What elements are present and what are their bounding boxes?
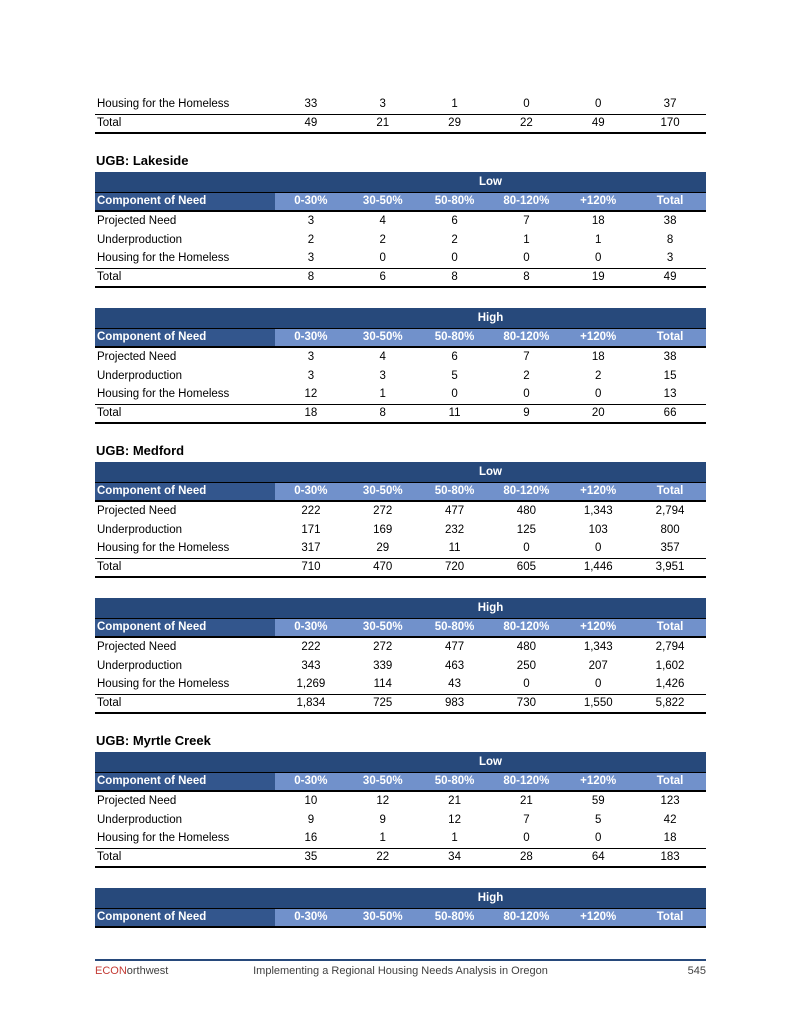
component-of-need-header: Component of Need bbox=[95, 908, 275, 927]
value-cell: 43 bbox=[448, 678, 461, 691]
column-header: 50-80% bbox=[419, 482, 491, 501]
value-cell: 13 bbox=[663, 388, 677, 401]
column-header: 0-30% bbox=[275, 618, 347, 637]
housing-need-table bbox=[95, 308, 706, 424]
column-header: 80-120% bbox=[490, 192, 562, 211]
value-cell: 29 bbox=[376, 542, 390, 555]
value-cell: 21 bbox=[347, 114, 419, 133]
value-cell: 38 bbox=[663, 215, 677, 227]
value-cell: 2,794 bbox=[655, 641, 685, 653]
scenario-band-label: Low bbox=[275, 172, 706, 192]
value-cell: 9 bbox=[379, 813, 386, 826]
band-spacer-cell bbox=[95, 598, 275, 618]
column-header: 30-50% bbox=[347, 482, 419, 501]
value-cell: 0 bbox=[595, 252, 602, 265]
brand-logo bbox=[95, 965, 253, 977]
value-cell: 34 bbox=[419, 848, 491, 867]
column-header: +120% bbox=[562, 192, 634, 211]
value-cell: 3 bbox=[666, 252, 674, 265]
column-header: 50-80% bbox=[419, 908, 491, 927]
value-cell: 463 bbox=[444, 659, 465, 672]
total-row bbox=[95, 558, 706, 577]
row-label: Underproduction bbox=[97, 659, 183, 672]
value-cell: 49 bbox=[562, 114, 634, 133]
row-label: Housing for the Homeless bbox=[97, 98, 230, 111]
value-cell: 317 bbox=[301, 542, 321, 555]
value-cell: 0 bbox=[523, 388, 530, 401]
column-header: 0-30% bbox=[275, 772, 347, 791]
value-cell: 2,794 bbox=[655, 505, 685, 517]
table-row bbox=[95, 385, 706, 404]
value-cell: 38 bbox=[663, 351, 677, 363]
column-header: 0-30% bbox=[275, 192, 347, 211]
value-cell: 8 bbox=[666, 233, 674, 246]
row-label: Housing for the Homeless bbox=[97, 542, 230, 555]
column-header: 80-120% bbox=[490, 908, 562, 927]
column-header: +120% bbox=[562, 908, 634, 927]
band-spacer-cell bbox=[95, 752, 275, 772]
value-cell: 1 bbox=[379, 388, 386, 401]
table-row bbox=[95, 539, 706, 558]
column-header: 30-50% bbox=[347, 192, 419, 211]
value-cell: 11 bbox=[419, 404, 491, 423]
row-label: Projected Need bbox=[97, 641, 177, 653]
value-cell: 2 bbox=[379, 233, 386, 246]
value-cell: 0 bbox=[379, 252, 386, 265]
column-header: 80-120% bbox=[490, 618, 562, 637]
value-cell: 470 bbox=[347, 558, 419, 577]
value-cell: 1,834 bbox=[275, 694, 347, 713]
value-cell: 18 bbox=[275, 404, 347, 423]
value-cell: 169 bbox=[373, 523, 393, 536]
column-header: 50-80% bbox=[419, 192, 491, 211]
value-cell: 339 bbox=[373, 659, 393, 672]
component-of-need-header: Component of Need bbox=[95, 618, 275, 637]
value-cell: 480 bbox=[516, 641, 536, 653]
table-row bbox=[95, 501, 706, 520]
value-cell: 1,550 bbox=[562, 694, 634, 713]
value-cell: 3 bbox=[307, 351, 315, 363]
value-cell: 0 bbox=[523, 542, 530, 555]
column-header: 0-30% bbox=[275, 482, 347, 501]
row-label: Housing for the Homeless bbox=[97, 832, 230, 845]
scenario-band-label: Low bbox=[275, 462, 706, 482]
value-cell: 8 bbox=[419, 268, 491, 287]
scenario-band-row bbox=[95, 462, 706, 482]
footer-row bbox=[95, 965, 706, 977]
column-header: 30-50% bbox=[347, 908, 419, 927]
value-cell: 20 bbox=[562, 404, 634, 423]
value-cell: 710 bbox=[275, 558, 347, 577]
value-cell: 1 bbox=[379, 832, 386, 845]
value-cell: 0 bbox=[595, 388, 602, 401]
column-header: Total bbox=[634, 192, 706, 211]
value-cell: 12 bbox=[304, 388, 318, 401]
row-label: Total bbox=[95, 694, 275, 713]
footer-divider bbox=[95, 959, 706, 961]
value-cell: 4 bbox=[379, 351, 386, 363]
row-label: Projected Need bbox=[97, 215, 177, 227]
table-row bbox=[95, 810, 706, 829]
value-cell: 800 bbox=[660, 523, 680, 536]
component-of-need-header: Component of Need bbox=[95, 772, 275, 791]
column-header: 0-30% bbox=[275, 328, 347, 347]
value-cell: 272 bbox=[373, 641, 393, 653]
column-header: Total bbox=[634, 772, 706, 791]
column-header-row bbox=[95, 772, 706, 791]
value-cell: 477 bbox=[444, 641, 465, 653]
value-cell: 1,602 bbox=[655, 659, 685, 672]
value-cell: 232 bbox=[444, 523, 465, 536]
row-label: Housing for the Homeless bbox=[97, 252, 230, 265]
value-cell: 3 bbox=[307, 369, 315, 382]
value-cell: 183 bbox=[634, 848, 706, 867]
housing-need-table bbox=[95, 888, 706, 928]
brand-logo-red: ECON bbox=[95, 965, 127, 977]
column-header: 50-80% bbox=[419, 618, 491, 637]
value-cell: 10 bbox=[304, 795, 318, 807]
value-cell: 9 bbox=[490, 404, 562, 423]
column-header: +120% bbox=[562, 618, 634, 637]
value-cell: 4 bbox=[379, 215, 386, 227]
value-cell: 8 bbox=[490, 268, 562, 287]
document-content bbox=[95, 0, 706, 948]
value-cell: 222 bbox=[301, 641, 321, 653]
value-cell: 1,343 bbox=[583, 505, 613, 517]
value-cell: 0 bbox=[595, 832, 602, 845]
value-cell: 64 bbox=[562, 848, 634, 867]
scenario-band-row bbox=[95, 752, 706, 772]
value-cell: 12 bbox=[376, 795, 390, 807]
component-of-need-header: Component of Need bbox=[95, 192, 275, 211]
value-cell: 730 bbox=[490, 694, 562, 713]
column-header: 0-30% bbox=[275, 908, 347, 927]
value-cell: 3 bbox=[307, 215, 315, 227]
value-cell: 18 bbox=[663, 832, 677, 845]
row-label: Total bbox=[95, 558, 275, 577]
value-cell: 0 bbox=[595, 678, 602, 691]
value-cell: 1 bbox=[523, 233, 530, 246]
value-cell: 18 bbox=[591, 351, 605, 363]
row-label: Underproduction bbox=[97, 523, 183, 536]
column-header: Total bbox=[634, 328, 706, 347]
value-cell: 3 bbox=[307, 252, 315, 265]
row-label: Underproduction bbox=[97, 369, 183, 382]
value-cell: 22 bbox=[347, 848, 419, 867]
value-cell: 1,446 bbox=[562, 558, 634, 577]
value-cell: 49 bbox=[275, 114, 347, 133]
value-cell: 983 bbox=[419, 694, 491, 713]
value-cell: 37 bbox=[663, 98, 677, 111]
value-cell: 29 bbox=[419, 114, 491, 133]
table-row bbox=[95, 791, 706, 810]
total-row bbox=[95, 848, 706, 867]
value-cell: 9 bbox=[307, 813, 315, 826]
column-header: 30-50% bbox=[347, 328, 419, 347]
table-row bbox=[95, 520, 706, 539]
value-cell: 170 bbox=[634, 114, 706, 133]
value-cell: 125 bbox=[516, 523, 536, 536]
value-cell: 16 bbox=[304, 832, 318, 845]
value-cell: 1,426 bbox=[655, 678, 685, 691]
value-cell: 2 bbox=[523, 369, 530, 382]
column-header: 80-120% bbox=[490, 772, 562, 791]
row-label: Total bbox=[95, 404, 275, 423]
footer-title: Implementing a Regional Housing Needs Analysis in Oregon bbox=[253, 965, 548, 977]
column-header-row bbox=[95, 618, 706, 637]
value-cell: 49 bbox=[634, 268, 706, 287]
scenario-band-label: High bbox=[275, 308, 706, 328]
value-cell: 1,343 bbox=[583, 641, 613, 653]
scenario-band-label: Low bbox=[275, 752, 706, 772]
column-header: +120% bbox=[562, 328, 634, 347]
value-cell: 6 bbox=[451, 215, 458, 227]
column-header: 80-120% bbox=[490, 328, 562, 347]
column-header: +120% bbox=[562, 482, 634, 501]
value-cell: 7 bbox=[523, 813, 530, 826]
band-spacer-cell bbox=[95, 172, 275, 192]
page-number: 545 bbox=[687, 965, 706, 977]
value-cell: 28 bbox=[490, 848, 562, 867]
column-header: 80-120% bbox=[490, 482, 562, 501]
value-cell: 222 bbox=[301, 505, 321, 517]
row-label: Projected Need bbox=[97, 795, 177, 807]
scenario-band-label: High bbox=[275, 598, 706, 618]
value-cell: 0 bbox=[523, 252, 530, 265]
value-cell: 2 bbox=[451, 233, 458, 246]
housing-need-table bbox=[95, 95, 706, 134]
value-cell: 21 bbox=[448, 795, 461, 807]
table-row bbox=[95, 637, 706, 656]
value-cell: 357 bbox=[660, 542, 680, 555]
table-row bbox=[95, 366, 706, 385]
value-cell: 0 bbox=[595, 98, 602, 111]
column-header: 30-50% bbox=[347, 772, 419, 791]
value-cell: 103 bbox=[588, 523, 608, 536]
row-label: Projected Need bbox=[97, 505, 177, 517]
value-cell: 33 bbox=[304, 98, 318, 111]
brand-logo-rest: orthwest bbox=[126, 965, 169, 977]
column-header: 50-80% bbox=[419, 328, 491, 347]
total-row bbox=[95, 694, 706, 713]
table-row bbox=[95, 249, 706, 268]
ugb-section-heading: UGB: Medford bbox=[96, 443, 185, 458]
value-cell: 1 bbox=[451, 832, 458, 845]
value-cell: 42 bbox=[663, 813, 677, 826]
row-label: Underproduction bbox=[97, 813, 183, 826]
scenario-band-row bbox=[95, 172, 706, 192]
column-header-row bbox=[95, 192, 706, 211]
band-spacer-cell bbox=[95, 462, 275, 482]
value-cell: 250 bbox=[516, 659, 536, 672]
page-footer bbox=[95, 959, 706, 977]
column-header: 30-50% bbox=[347, 618, 419, 637]
value-cell: 725 bbox=[347, 694, 419, 713]
band-spacer-cell bbox=[95, 308, 275, 328]
value-cell: 1,269 bbox=[296, 678, 326, 691]
value-cell: 19 bbox=[562, 268, 634, 287]
value-cell: 6 bbox=[451, 351, 458, 363]
table-row bbox=[95, 230, 706, 249]
row-label: Underproduction bbox=[97, 233, 183, 246]
value-cell: 5 bbox=[451, 369, 458, 382]
value-cell: 35 bbox=[275, 848, 347, 867]
total-row bbox=[95, 404, 706, 423]
value-cell: 171 bbox=[301, 523, 321, 536]
table-row bbox=[95, 211, 706, 230]
table-row bbox=[95, 95, 706, 114]
value-cell: 0 bbox=[523, 832, 530, 845]
value-cell: 11 bbox=[448, 542, 461, 555]
value-cell: 480 bbox=[516, 505, 536, 517]
value-cell: 2 bbox=[595, 369, 602, 382]
column-header-row bbox=[95, 908, 706, 927]
total-row bbox=[95, 114, 706, 133]
component-of-need-header: Component of Need bbox=[95, 482, 275, 501]
value-cell: 343 bbox=[301, 659, 321, 672]
value-cell: 15 bbox=[663, 369, 677, 382]
value-cell: 1 bbox=[595, 233, 602, 246]
scenario-band-label: High bbox=[275, 888, 706, 908]
row-label: Total bbox=[95, 268, 275, 287]
scenario-band-row bbox=[95, 308, 706, 328]
column-header-row bbox=[95, 482, 706, 501]
table-row bbox=[95, 829, 706, 848]
value-cell: 3 bbox=[379, 369, 386, 382]
value-cell: 605 bbox=[490, 558, 562, 577]
ugb-section-heading: UGB: Lakeside bbox=[96, 153, 189, 168]
column-header: +120% bbox=[562, 772, 634, 791]
band-spacer-cell bbox=[95, 888, 275, 908]
housing-need-table bbox=[95, 462, 706, 578]
value-cell: 0 bbox=[523, 678, 530, 691]
column-header-row bbox=[95, 328, 706, 347]
value-cell: 7 bbox=[523, 215, 530, 227]
row-label: Total bbox=[95, 848, 275, 867]
value-cell: 18 bbox=[591, 215, 605, 227]
value-cell: 3,951 bbox=[634, 558, 706, 577]
column-header: Total bbox=[634, 482, 706, 501]
value-cell: 12 bbox=[448, 813, 461, 826]
value-cell: 477 bbox=[444, 505, 465, 517]
housing-need-table bbox=[95, 752, 706, 868]
value-cell: 8 bbox=[275, 268, 347, 287]
table-row bbox=[95, 347, 706, 366]
value-cell: 2 bbox=[307, 233, 315, 246]
value-cell: 0 bbox=[451, 252, 458, 265]
value-cell: 22 bbox=[490, 114, 562, 133]
value-cell: 5 bbox=[595, 813, 602, 826]
row-label: Projected Need bbox=[97, 351, 177, 363]
column-header: Total bbox=[634, 618, 706, 637]
value-cell: 59 bbox=[591, 795, 605, 807]
value-cell: 272 bbox=[373, 505, 393, 517]
table-row bbox=[95, 656, 706, 675]
row-label: Housing for the Homeless bbox=[97, 388, 230, 401]
component-of-need-header: Component of Need bbox=[95, 328, 275, 347]
value-cell: 3 bbox=[379, 98, 386, 111]
scenario-band-row bbox=[95, 888, 706, 908]
value-cell: 0 bbox=[523, 98, 530, 111]
value-cell: 66 bbox=[634, 404, 706, 423]
total-row bbox=[95, 268, 706, 287]
housing-need-table bbox=[95, 598, 706, 714]
ugb-section-heading: UGB: Myrtle Creek bbox=[96, 733, 211, 748]
value-cell: 0 bbox=[595, 542, 602, 555]
value-cell: 114 bbox=[373, 678, 392, 691]
value-cell: 123 bbox=[660, 795, 680, 807]
value-cell: 21 bbox=[520, 795, 533, 807]
row-label: Total bbox=[95, 114, 275, 133]
value-cell: 8 bbox=[347, 404, 419, 423]
value-cell: 6 bbox=[347, 268, 419, 287]
value-cell: 5,822 bbox=[634, 694, 706, 713]
column-header: 50-80% bbox=[419, 772, 491, 791]
value-cell: 207 bbox=[588, 659, 608, 672]
value-cell: 1 bbox=[451, 98, 458, 111]
value-cell: 7 bbox=[523, 351, 530, 363]
housing-need-table bbox=[95, 172, 706, 288]
scenario-band-row bbox=[95, 598, 706, 618]
column-header: Total bbox=[634, 908, 706, 927]
value-cell: 0 bbox=[451, 388, 458, 401]
value-cell: 720 bbox=[419, 558, 491, 577]
table-row bbox=[95, 675, 706, 694]
row-label: Housing for the Homeless bbox=[97, 678, 230, 691]
